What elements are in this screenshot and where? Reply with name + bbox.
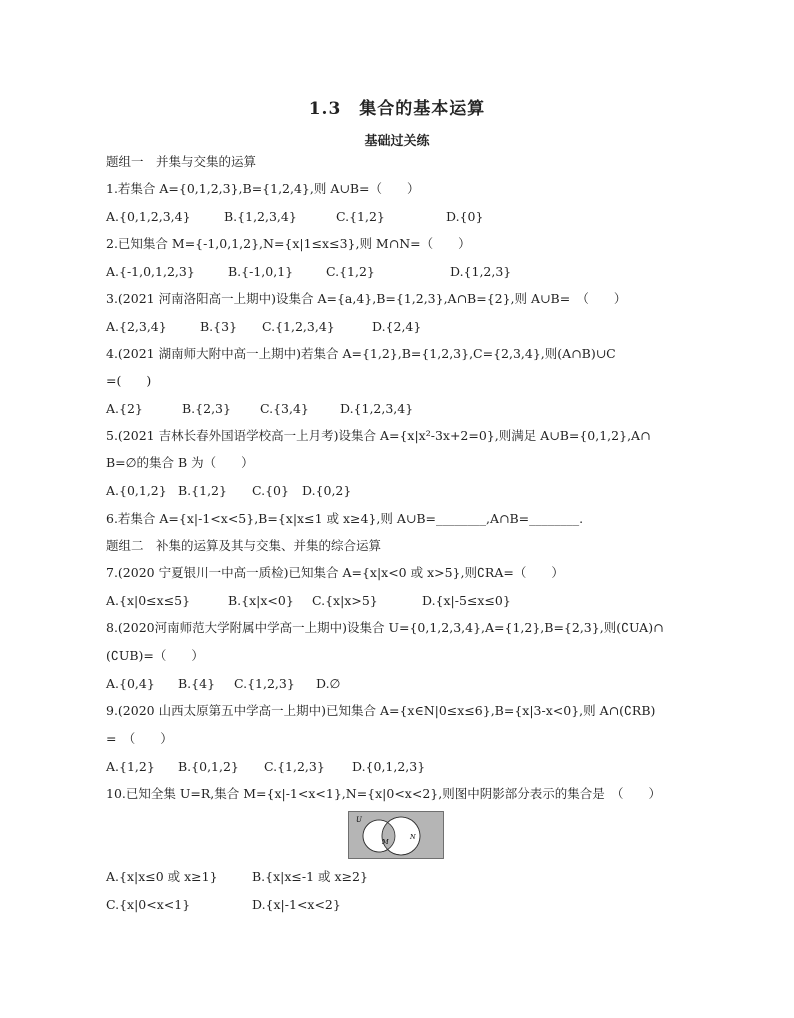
question-1-options — [106, 209, 483, 225]
question-8-line2: (∁UB)=（ ） — [106, 648, 204, 663]
question-4-line1: 4.(2021 湖南师大附中高一上期中)若集合 A={1,2},B={1,2,3},C={2,3,4},则(A∩B)∪C — [106, 346, 616, 361]
question-8-options — [106, 676, 340, 692]
option-c: C.{1,2,3} — [264, 759, 325, 774]
option-c: C.{1,2} — [326, 264, 375, 279]
option-a: A.{2,3,4} — [106, 319, 167, 334]
venn-label-m: M — [382, 838, 389, 846]
option-b: B.{x|x≤-1 或 x≥2} — [252, 869, 368, 884]
option-b: B.{0,1,2} — [178, 759, 239, 774]
option-d: D.{0} — [446, 209, 484, 224]
option-c: C.{1,2,3,4} — [262, 319, 335, 334]
option-a: A.{x|0≤x≤5} — [106, 593, 191, 608]
option-a: A.{0,1,2} — [106, 483, 167, 498]
page-title: 1.3 集合的基本运算 — [308, 99, 486, 119]
question-5-line1: 5.(2021 吉林长春外国语学校高一上月考)设集合 A={x|x²-3x+2=0},则满足 A∪B={0,1,2},A∩ — [106, 428, 651, 443]
option-d: D.{0,2} — [302, 483, 352, 498]
option-c: C.{x|0<x<1} — [106, 897, 191, 912]
option-c: C.{1,2,3} — [234, 676, 295, 691]
question-9-options — [106, 759, 425, 775]
question-9-line1: 9.(2020 山西太原第五中学高一上期中)已知集合 A={x∈N|0≤x≤6},B={x|3-x<0},则 A∩(∁RB) — [106, 703, 656, 718]
question-10-options-row1 — [106, 869, 368, 885]
question-3-options — [106, 319, 421, 335]
option-c: C.{1,2} — [336, 209, 385, 224]
option-d: D.{x|-5≤x≤0} — [422, 593, 511, 608]
option-b: B.{-1,0,1} — [228, 264, 294, 279]
option-b: B.{4} — [178, 676, 216, 691]
option-a: A.{0,1,2,3,4} — [106, 209, 191, 224]
question-4-line2: =( ) — [106, 373, 152, 388]
option-b: B.{x|x<0} — [228, 593, 294, 608]
question-8-line1: 8.(2020河南师范大学附属中学高一上期中)设集合 U={0,1,2,3,4},A={1,2},B={2,3},则(∁UA)∩ — [106, 620, 664, 635]
question-2-options — [106, 264, 511, 280]
option-a: A.{x|x≤0 或 x≥1} — [106, 869, 218, 884]
option-d: D.{1,2,3} — [450, 264, 512, 279]
question-1: 1.若集合 A={0,1,2,3},B={1,2,4},则 A∪B=（ ） — [106, 181, 420, 196]
option-b: B.{1,2,3,4} — [224, 209, 297, 224]
option-c: C.{3,4} — [260, 401, 309, 416]
question-5-options — [106, 483, 351, 499]
question-9-line2: = （ ） — [106, 731, 173, 746]
option-c: C.{0} — [252, 483, 289, 498]
group1-heading: 题组一 并集与交集的运算 — [106, 154, 257, 169]
question-6: 6.若集合 A={x|-1<x<5},B={x|x≤1 或 x≥4},则 A∪B=________,A∩B=________. — [106, 511, 584, 526]
question-10-options-row2 — [106, 897, 341, 913]
option-a: A.{2} — [106, 401, 143, 416]
option-d: D.{1,2,3,4} — [340, 401, 414, 416]
question-5-line2: B=∅的集合 B 为（ ） — [106, 455, 254, 470]
question-2: 2.已知集合 M={-1,0,1,2},N={x|1≤x≤3},则 M∩N=（ ） — [106, 236, 471, 251]
group2-heading: 题组二 补集的运算及其与交集、并集的综合运算 — [106, 538, 382, 553]
venn-diagram — [348, 811, 444, 859]
question-7-options — [106, 593, 511, 609]
question-3: 3.(2021 河南洛阳高一上期中)设集合 A={a,4},B={1,2,3},A∩B={2},则 A∪B= （ ） — [106, 291, 627, 306]
option-b: B.{2,3} — [182, 401, 231, 416]
option-d: D.{2,4} — [372, 319, 422, 334]
venn-label-u: U — [356, 816, 362, 824]
option-d: D.{x|-1<x<2} — [252, 897, 341, 912]
venn-label-n: N — [410, 833, 416, 841]
question-4-options — [106, 401, 413, 417]
option-b: B.{1,2} — [178, 483, 227, 498]
option-a: A.{1,2} — [106, 759, 155, 774]
option-d: D.∅ — [316, 676, 341, 691]
option-c: C.{x|x>5} — [312, 593, 378, 608]
option-a: A.{0,4} — [106, 676, 155, 691]
section-subtitle: 基础过关练 — [364, 134, 430, 149]
question-10: 10.已知全集 U=R,集合 M={x|-1<x<1},N={x|0<x<2},则图中阴影部分表示的集合是 （ ） — [106, 786, 661, 801]
option-a: A.{-1,0,1,2,3} — [106, 264, 195, 279]
option-d: D.{0,1,2,3} — [352, 759, 426, 774]
question-7: 7.(2020 宁夏银川一中高一质检)已知集合 A={x|x<0 或 x>5},则∁RA=（ ） — [106, 565, 564, 580]
option-b: B.{3} — [200, 319, 238, 334]
